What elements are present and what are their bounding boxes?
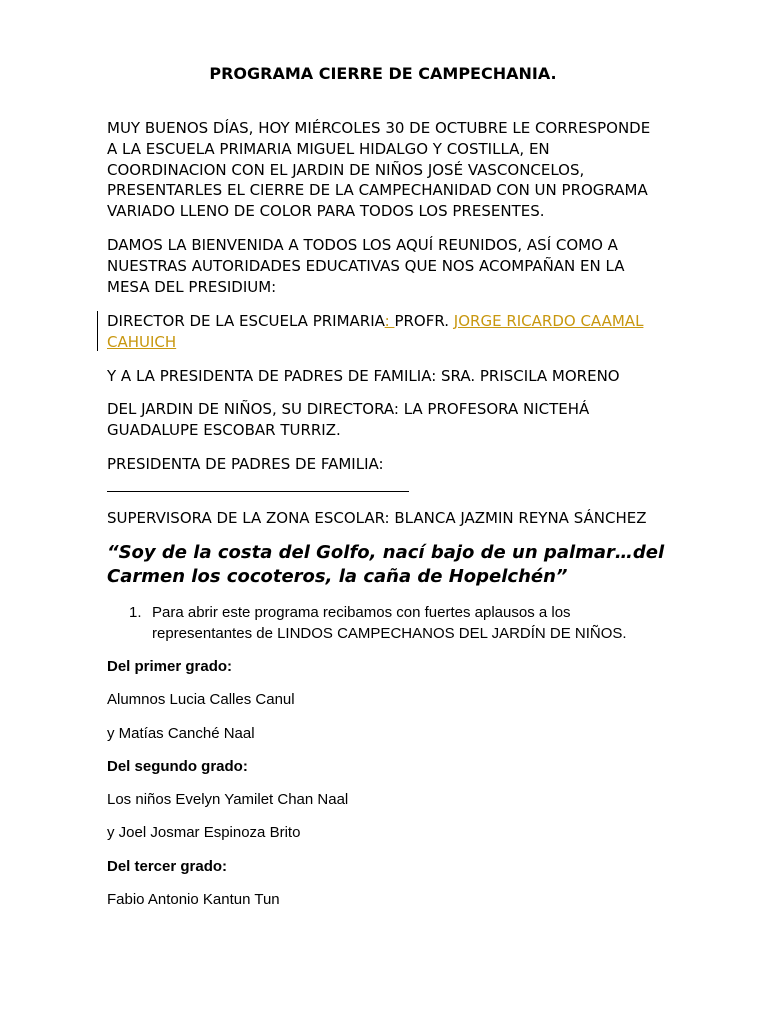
- signature-blank-line: [107, 491, 409, 492]
- list-item-line: representantes de LINDOS CAMPECHANOS DEL JARDÍN DE NIÑOS.: [152, 624, 627, 642]
- quote-heading: [107, 541, 667, 589]
- jardin-directora-line: DEL JARDIN DE NIÑOS, SU DIRECTORA: LA PROFESORA NICTEHÁ: [107, 400, 590, 418]
- jardin-directora-line: GUADALUPE ESCOBAR TURRIZ.: [107, 420, 341, 439]
- presidenta-jardin-paragraph: PRESIDENTA DE PADRES DE FAMILIA:: [107, 455, 384, 473]
- welcome-line: MESA DEL PRESIDIUM:: [107, 277, 277, 296]
- presidenta-primaria-paragraph: Y A LA PRESIDENTA DE PADRES DE FAMILIA: SRA. PRISCILA MORENO: [107, 367, 620, 385]
- intro-line: PRESENTARLES EL CIERRE DE LA CAMPECHANIDAD CON UN PROGRAMA: [107, 181, 648, 200]
- intro-line: MUY BUENOS DÍAS, HOY MIÉRCOLES 30 DE OCTUBRE LE CORRESPONDE: [107, 119, 651, 137]
- list-item-text: [152, 603, 672, 645]
- first-grade-student: Alumnos Lucia Calles Canul: [107, 691, 295, 708]
- second-grade-student: y Joel Josmar Espinoza Brito: [107, 824, 301, 841]
- director-paragraph: [107, 311, 667, 353]
- third-grade-student: Fabio Antonio Kantun Tun: [107, 891, 280, 908]
- intro-line: COORDINACION CON EL JARDIN DE NIÑOS JOSÉ VASCONCELOS,: [107, 160, 585, 179]
- intro-paragraph: [107, 118, 667, 222]
- director-colon: :: [384, 312, 395, 330]
- second-grade-heading: Del segundo grado:: [107, 758, 248, 775]
- first-grade-heading: Del primer grado:: [107, 658, 233, 675]
- quote-line: “Soy de la costa del Golfo, nací bajo de un palmar…del: [107, 542, 665, 563]
- director-name-link-continued[interactable]: CAHUICH: [107, 332, 177, 351]
- director-name-link[interactable]: JORGE RICARDO CAAMAL: [453, 312, 644, 330]
- document-title: PROGRAMA CIERRE DE CAMPECHANIA.: [209, 64, 557, 83]
- welcome-line: DAMOS LA BIENVENIDA A TODOS LOS AQUÍ REUNIDOS, ASÍ COMO A: [107, 236, 618, 254]
- intro-line: A LA ESCUELA PRIMARIA MIGUEL HIDALGO Y COSTILLA, EN: [107, 139, 550, 158]
- supervisora-paragraph: SUPERVISORA DE LA ZONA ESCOLAR: BLANCA JAZMIN REYNA SÁNCHEZ: [107, 509, 647, 527]
- director-label: DIRECTOR DE LA ESCUELA PRIMARIA: [107, 312, 385, 330]
- welcome-paragraph: [107, 235, 667, 297]
- quote-line: Carmen los cocoteros, la caña de Hopelchén”: [107, 566, 568, 587]
- second-grade-student: Los niños Evelyn Yamilet Chan Naal: [107, 791, 349, 808]
- intro-line: VARIADO LLENO DE COLOR PARA TODOS LOS PRESENTES.: [107, 202, 545, 221]
- welcome-line: NUESTRAS AUTORIDADES EDUCATIVAS QUE NOS ACOMPAÑAN EN LA: [107, 256, 625, 275]
- list-item-line: Para abrir este programa recibamos con fuertes aplausos a los: [152, 604, 571, 621]
- third-grade-heading: Del tercer grado:: [107, 858, 228, 875]
- first-grade-student: y Matías Canché Naal: [107, 725, 255, 742]
- director-title: PROFR.: [394, 312, 454, 330]
- revision-change-bar: [97, 311, 98, 351]
- jardin-directora-paragraph: [107, 399, 667, 441]
- list-item-number: 1.: [129, 604, 142, 621]
